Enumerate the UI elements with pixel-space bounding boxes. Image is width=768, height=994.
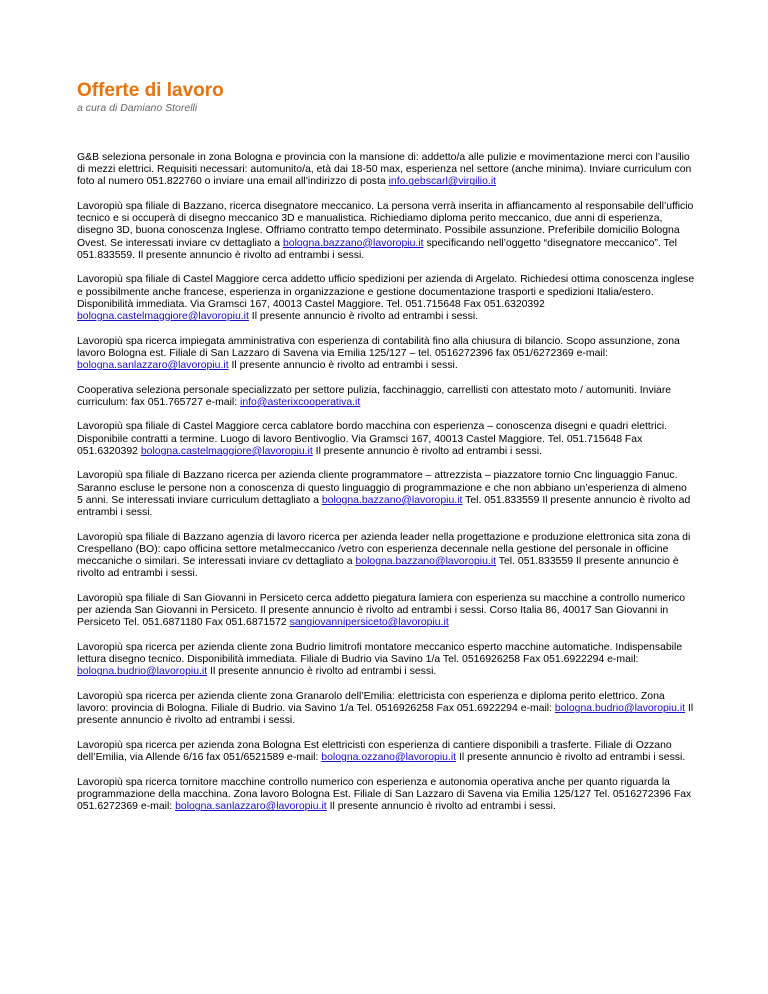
job-ad-text: Tel. 051.833559 Il presente annuncio è rivolto ad entrambi i sessi. xyxy=(77,556,679,580)
job-ads-list xyxy=(77,152,695,813)
job-ad-text: Tel. 051.833559 Il presente annuncio è rivolto ad entrambi i sessi. xyxy=(77,494,691,519)
job-ad-text: Lavoropiù spa filiale di Castel Maggiore cerca addetto ufficio spedizioni per azienda di Argelato. Richiedesi ottima conoscenza inglese e possibilmente anche francese, esperienza in organizzazione e gestione documentazione trasporti e spedizioni Italia/estero. Disponibilità immediata. Via Gramsci 167, 40013 Castel Maggiore. Tel. 051.715648 Fax 051.6320392 xyxy=(77,274,695,310)
document-page xyxy=(77,80,695,826)
job-ad xyxy=(77,532,695,581)
job-ad-text: Lavoropiù spa ricerca tornitore macchine controllo numerico con esperienza e autonomia operativa anche per quanto riguarda la programmazione della macchina. Zona lavoro Bologna Est. Filiale di San Lazzaro di Savena via Emilia 125/127 Tel. 0516272396 Fax 051.6272369 e-mail: xyxy=(77,776,692,813)
job-ad xyxy=(77,642,695,679)
job-ad xyxy=(77,201,695,262)
job-ad xyxy=(77,336,695,373)
email-link[interactable]: bologna.sanlazzaro@lavoropiu.it xyxy=(77,360,229,372)
email-link[interactable]: info.gebscarl@virgilio.it xyxy=(388,176,497,188)
job-ad xyxy=(77,385,695,409)
email-link[interactable]: bologna.budrio@lavoropiu.it xyxy=(77,666,208,678)
job-ad-text: Il presente annuncio è rivolto ad entrambi i sessi. xyxy=(456,752,686,764)
email-link[interactable]: bologna.bazzano@lavoropiu.it xyxy=(321,494,463,506)
job-ad xyxy=(77,777,695,814)
email-link[interactable]: info@asterixcooperativa.it xyxy=(240,396,361,408)
job-ad-text: specificando nell’oggetto “disegnatore meccanico”. Tel 051.833559. Il presente annuncio è rivolto ad entrambi i sessi. xyxy=(77,237,677,261)
email-link[interactable]: bologna.bazzano@lavoropiu.it xyxy=(355,556,497,568)
job-ad xyxy=(77,740,695,764)
job-ad-text: Lavoropiù spa filiale di Castel Maggiore cerca cablatore bordo macchina con esperienza – conoscenza disegni e quadri elettrici. Disponibile contratti a termine. Luogo di lavoro Bentivoglio. Via Gramsci 167, 40013 Castel Maggiore. Tel. 051.715648 Fax 051.6320392 xyxy=(77,421,668,457)
job-ad-text: Lavoropiù spa filiale di Bazzano agenzia di lavoro ricerca per azienda leader nella progettazione e produzione elettronica sita zona di Crespellano (BO): capo officina settore metalmeccanico /vetro con esperienza decennale nella gestione del personale in officine meccaniche o similari. Se interessati inviare cv dettagliato a xyxy=(77,531,691,568)
job-ad xyxy=(77,274,695,323)
page-subtitle: a cura di Damiano Storelli xyxy=(77,102,198,114)
job-ad xyxy=(77,470,695,519)
job-ad xyxy=(77,593,695,630)
email-link[interactable]: bologna.castelmaggiore@lavoropiu.it xyxy=(140,445,313,457)
email-link[interactable]: bologna.ozzano@lavoropiu.it xyxy=(321,752,457,764)
job-ad xyxy=(77,421,695,458)
email-link[interactable]: bologna.bazzano@lavoropiu.it xyxy=(282,237,424,249)
job-ad-text: Lavoropiù spa ricerca per azienda cliente zona Budrio limitrofi montatore meccanico esperto macchine automatiche. Indispensabile lettura disegno tecnico. Disponibilità immediata. Filiale di Budrio via Savino 1/a Tel. 0516926258 Fax 051.6922294 e-mail: xyxy=(77,641,683,666)
job-ad-text: Il presente annuncio è rivolto ad entrambi i sessi. xyxy=(207,666,437,678)
job-ad-text: Lavoropiù spa filiale di Bazzano, ricerca disegnatore meccanico. La persona verrà inserita in affiancamento al responsabile dell’ufficio tecnico e si occuperà di disegno meccanico 3D e manualistica. Richiediamo diploma perito meccanico, due anni di esperienza, disegno 3D, buona conoscenza Inglese. Offriamo contratto tempo determinato. Possibile assunzione. Preferibile domicilio Bologna Ovest. Se interessati inviare cv dettagliato a xyxy=(77,201,694,249)
job-ad-text: G&B seleziona personale in zona Bologna e provincia con la mansione di: addetto/a alle pulizie e movimentazione merci con l’ausilio di mezzi elettrici. Requisiti necessari: automunito/a, età dai 18-50 max, esperienza nel settore (anche minima). Inviare curriculum con foto al numero 051.822760 o inviare una email all’indirizzo di posta xyxy=(77,152,692,188)
job-ad-text: Il presente annuncio è rivolto ad entrambi i sessi. xyxy=(248,311,479,323)
email-link[interactable]: bologna.castelmaggiore@lavoropiu.it xyxy=(77,311,249,323)
job-ad-text: Lavoropiù spa ricerca impiegata amministrativa con esperienza di contabilità fino alla chiusura di bilancio. Scopo assunzione, zona lavoro Bologna est. Filiale di San Lazzaro di Savena via Emilia 125/127 – tel. 0516272396 fax 051/6272369 e-mail: xyxy=(77,335,680,359)
job-ad-text: Lavoropiù spa filiale di San Giovanni in Persiceto cerca addetto piegatura lamiera con esperienza su macchine a controllo numerico per azienda San Giovanni in Persiceto. Il presente annuncio è rivolto ad entrambi i sessi. Corso Italia 86, 40017 San Giovanni in Persiceto Tel. 051.6871180 Fax 051.6871572 xyxy=(77,592,686,629)
job-ad-text: Cooperativa seleziona personale specializzato per settore pulizia, facchinaggio, carrellisti con attestato moto / automuniti. Inviare curriculum: fax 051.765727 e-mail: xyxy=(77,384,672,408)
email-link[interactable]: sangiovannipersiceto@lavoropiu.it xyxy=(289,617,449,629)
page-title: Offerte di lavoro xyxy=(77,80,224,101)
job-ad xyxy=(77,691,695,728)
job-ad-text: Il presente annuncio è rivolto ad entrambi i sessi. xyxy=(326,801,556,813)
job-ad-text: Lavoropiù spa filiale di Bazzano ricerca per azienda cliente programmatore – attrezzista – piazzatore tornio Cnc linguaggio Fanuc. Saranno escluse le persone non a conoscenza di questo linguaggio di programmazione e che non abbiano un’esperienza di almeno 5 anni. Se interessati inviare curriculum dettagliato a xyxy=(77,470,687,506)
job-ad-text: Il presente annuncio è rivolto ad entrambi i sessi. xyxy=(312,445,542,457)
job-ad-text: Lavoropiù spa ricerca per azienda cliente zona Granarolo dell’Emilia: elettricista con esperienza e diploma perito elettrico. Zona lavoro: provincia di Bologna. Filiale di Budrio. via Savino 1/a Tel. 0516926258 Fax 051.6922294 e-mail: xyxy=(77,690,665,715)
email-link[interactable]: bologna.budrio@lavoropiu.it xyxy=(554,703,686,715)
job-ad-text: Il presente annuncio è rivolto ad entrambi i sessi. xyxy=(228,360,458,372)
job-ad-text: Lavoropiù spa ricerca per azienda zona Bologna Est elettricisti con esperienza di cantiere disponibili a trasferte. Filiale di Ozzano dell’Emilia, via Allende 6/16 fax 051/6521589 e-mail: xyxy=(77,739,672,764)
email-link[interactable]: bologna.sanlazzaro@lavoropiu.it xyxy=(175,801,327,813)
job-ad-text: Il presente annuncio è rivolto ad entrambi i sessi. xyxy=(77,703,694,727)
job-ad xyxy=(77,152,695,189)
